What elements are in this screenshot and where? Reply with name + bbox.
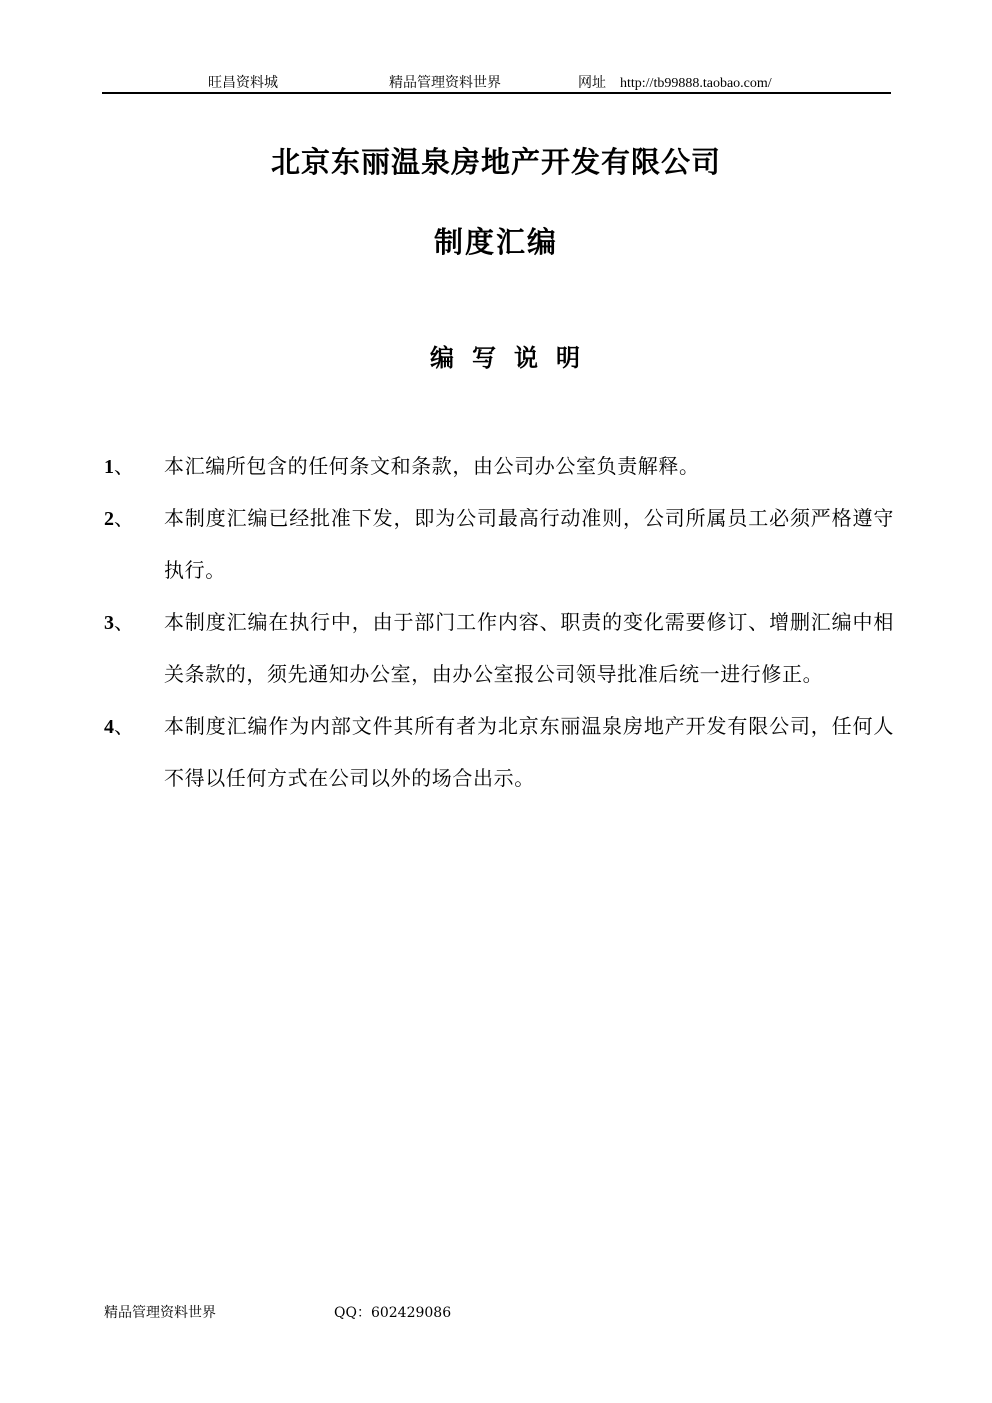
page-footer bbox=[104, 1302, 451, 1322]
header-url-link[interactable]: http://tb99888.taobao.com/ bbox=[620, 76, 772, 91]
item-text: 本汇编所包含的任何条文和条款，由公司办公室负责解释。 bbox=[164, 454, 700, 478]
list-item bbox=[104, 700, 894, 804]
section-heading: 编写说明 bbox=[430, 344, 598, 372]
item-number: 3、 bbox=[104, 610, 134, 634]
header-left-text: 旺昌资料城 bbox=[208, 75, 278, 91]
item-text: 本制度汇编已经批准下发，即为公司最高行动准则，公司所属员工必须严格遵守执行。 bbox=[164, 506, 894, 582]
footer-qq: QQ：602429086 bbox=[334, 1305, 452, 1321]
header-right bbox=[578, 72, 772, 92]
document-subtitle: 制度汇编 bbox=[433, 225, 558, 259]
list-item bbox=[104, 492, 894, 596]
list-item bbox=[104, 596, 894, 700]
item-text: 本制度汇编作为内部文件其所有者为北京东丽温泉房地产开发有限公司，任何人不得以任何方式在公司以外的场合出示。 bbox=[164, 714, 894, 790]
item-number: 1、 bbox=[104, 454, 134, 478]
instruction-list bbox=[104, 440, 894, 804]
item-text: 本制度汇编在执行中，由于部门工作内容、职责的变化需要修订、增删汇编中相关条款的，须先通知办公室，由办公室报公司领导批准后统一进行修正。 bbox=[164, 610, 894, 686]
list-item bbox=[104, 440, 894, 492]
item-number: 2、 bbox=[104, 506, 134, 530]
page-header bbox=[102, 70, 891, 94]
header-middle-text: 精品管理资料世界 bbox=[389, 75, 501, 91]
document-title: 北京东丽温泉房地产开发有限公司 bbox=[270, 145, 721, 179]
footer-left-text: 精品管理资料世界 bbox=[104, 1305, 216, 1321]
header-url-label: 网址 bbox=[578, 75, 606, 91]
item-number: 4、 bbox=[104, 714, 134, 738]
